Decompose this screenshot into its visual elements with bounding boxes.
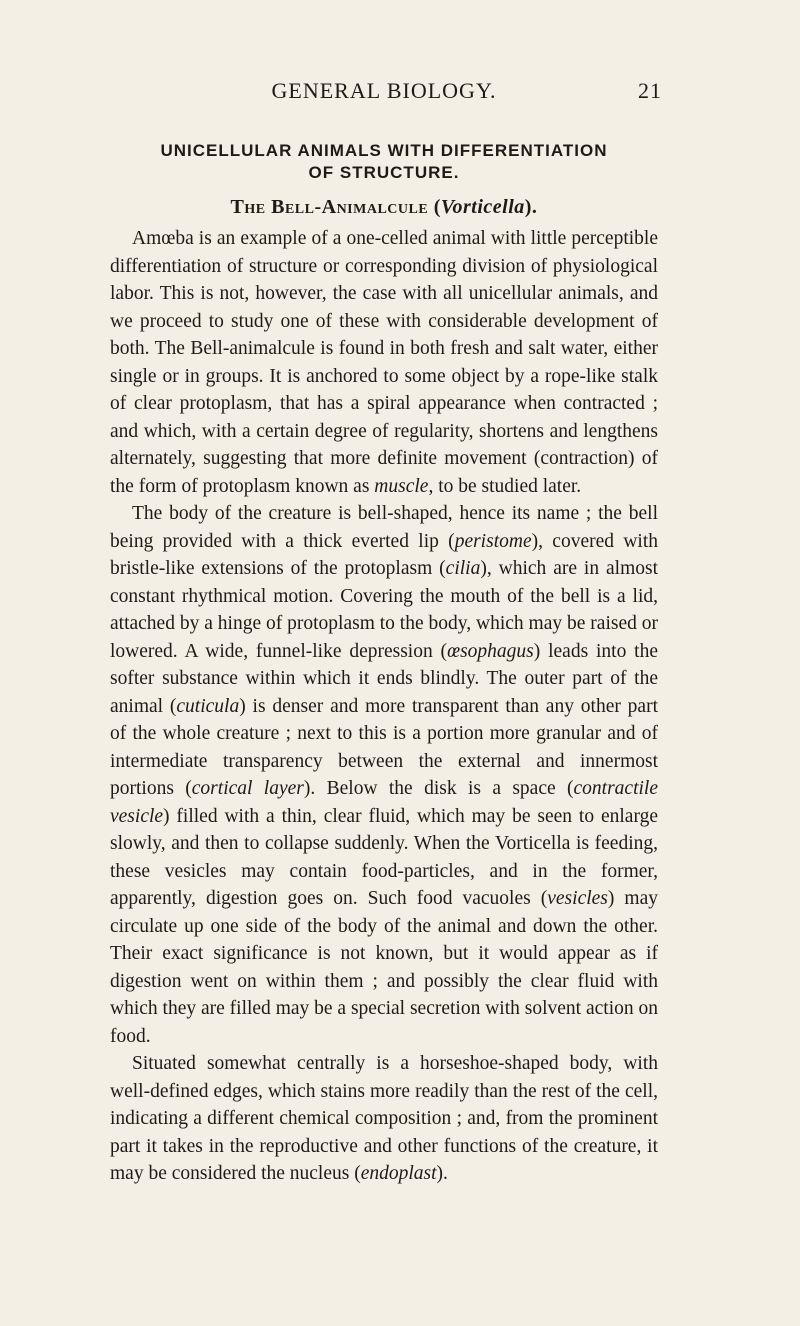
term-vesicles: vesicles	[547, 888, 608, 909]
term-contractile-vesicle: contractile vesicle	[110, 778, 658, 827]
section-heading-paren-close: ).	[524, 196, 538, 218]
running-head	[110, 78, 662, 108]
term-muscle: muscle	[374, 475, 429, 497]
section-heading-paren-open: (	[433, 196, 441, 218]
section-heading-text: The Bell-Animalcule	[230, 196, 429, 218]
paragraph-3-text-2: ).	[436, 1163, 448, 1184]
page-number: 21	[638, 78, 662, 103]
paragraph-3	[110, 1050, 658, 1188]
paragraph-2-text-7: ) filled with a thin, clear fluid, which may be seen to enlarge slowly, and then to collapse suddenly. When the Vorticella is feeding, these vesicles may contain food-particles, and in the former, apparently, digestion goes on. Such food vacuoles (	[110, 805, 658, 909]
paragraph-2-text-6: ). Below the disk is a space (	[303, 778, 574, 799]
term-cortical-layer: cortical layer	[191, 778, 304, 799]
paragraph-2-text-1: The body of the creature is bell-shaped, hence its name ; the bell being provided with a thick everted lip (	[110, 503, 658, 552]
paragraph-2	[110, 500, 658, 1050]
paragraph-2-text-4: ) leads into the softer substance within which it ends blindly. The outer part of the animal (	[110, 640, 658, 717]
paragraph-2-text-8: ) may circulate up one side of the body of the animal and down the other. Their exact significance is not known, but it would appear as if digestion went on within them ; and possibly the clear fluid with which they are filled may be a special secretion with solvent action on food.	[110, 888, 658, 1047]
paragraph-1	[110, 225, 658, 500]
chapter-title-line-1: UNICELLULAR ANIMALS WITH DIFFERENTIATION	[160, 141, 608, 160]
paragraph-2-text-2: ), covered with bristle-like extensions of the protoplasm (	[110, 530, 658, 579]
paragraph-2-text-5: ) is denser and more transparent than any other part of the whole creature ; next to this is a portion more granular and of intermediate transparency between the external and innermost portions (	[110, 695, 658, 799]
section-heading-italic: Vorticella	[440, 196, 525, 218]
term-cuticula: cuticula	[176, 695, 240, 717]
page-content	[110, 140, 658, 1188]
section-heading	[110, 196, 658, 219]
paragraph-2-text-3: ), which are in almost constant rhythmical motion. Covering the mouth of the bell is a lid, attached by a hinge of protoplasm to the body, which may be raised or lowered. A wide, funnel-like depression (	[110, 558, 658, 662]
term-cilia: cilia	[445, 558, 481, 579]
running-title: GENERAL BIOLOGY.	[271, 78, 497, 103]
chapter-title-line-2: OF STRUCTURE.	[308, 163, 460, 182]
chapter-title	[110, 140, 658, 184]
term-oesophagus: œsophagus	[447, 640, 534, 662]
paragraph-3-text-1: Situated somewhat centrally is a horseshoe-shaped body, with well-defined edges, which stains more readily than the rest of the cell, indicating a different chemical composition ; and, from the prominent part it takes in the reproductive and other functions of the creature, it may be considered the nucleus (	[110, 1053, 658, 1184]
paragraph-1-text-2: , to be studied later.	[428, 475, 582, 497]
term-endoplast: endoplast	[360, 1163, 437, 1184]
term-peristome: peristome	[454, 530, 532, 552]
paragraph-1-text-1: Amœba is an example of a one-celled animal with little perceptible differentiation of structure or corresponding division of physiological labor. This is not, however, the case with all unicellular animals, and we proceed to study one of these with considerable development of both. The Bell-animalcule is found in both fresh and salt water, either single or in groups. It is anchored to some object by a rope-like stalk of clear protoplasm, that has a spiral appearance when contracted ; and which, with a certain degree of regularity, shortens and lengthens alternately, suggesting that more definite movement (contraction) of the form of protoplasm known as	[110, 228, 658, 497]
